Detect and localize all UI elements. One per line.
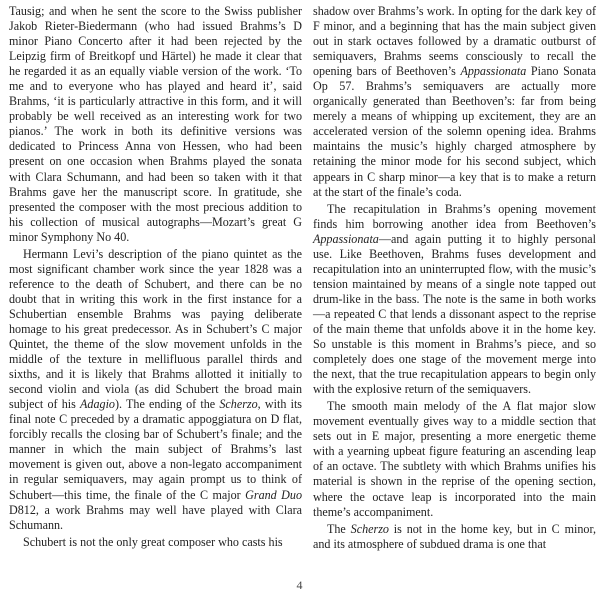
paragraph <box>9 4 302 245</box>
right-text-column <box>313 4 596 552</box>
text-run: The recapitulation in Brahms’s opening movement finds him borrowing another idea from Beethoven’s <box>313 201 596 231</box>
page-number: 4 <box>296 578 303 592</box>
paragraph <box>313 522 596 552</box>
italic-title: Adagio <box>80 397 115 412</box>
text-run: Schubert is not the only great composer who casts his <box>23 534 283 549</box>
text-run: is not in the home key, but in C minor, and its atmosphere of subdued drama is one that <box>313 521 597 551</box>
text-run: , with its final note C preceded by a dramatic appoggiatura on D flat, forcibly recalls the closing bar of Schubert’s finale; and the manner in which the main subject of Brahms’s last movement is given out, above a non-legato accompaniment in regular semiquavers, may again prompt us to think of Schubert—this time, the finale of the C major <box>9 397 303 502</box>
text-run: The <box>327 521 351 536</box>
paragraph <box>9 535 302 550</box>
text-run: Tausig; and when he sent the score to the Swiss publisher Jakob Rieter-Biedermann (who had issued Brahms’s D minor Piano Concerto after it had been rejected by the Leipzig firm of Breitkopf und Härtel) he made it clear that he regarded it as an equally viable version of the work. ‘To me and to everyone who has played and heard it’, said Brahms, ‘it is particularly attractive in this form, and it will probably be well received as an interesting work for two pianos.’ The work in both its definitive versions was dedicated to Princess Anna von Hessen, who had been present on one occasion when Brahms played the sonata with Clara Schumann, and had been so taken with it that Brahms gave her the manuscript score. In gratitude, she presented the composer with the most precious addition to his collection of musical autographs—Mozart’s great G minor Symphony No 40. <box>9 4 302 244</box>
italic-title: Scherzo <box>219 397 258 412</box>
italic-title: Scherzo <box>350 521 389 536</box>
paragraph <box>313 399 596 519</box>
italic-title: Appassionata <box>460 64 527 79</box>
text-run: The smooth main melody of the A flat major slow movement eventually gives way to a middle section that sets out in E major, presenting a more energetic theme with a yearning upbeat figure featuring an ascending leap of an octave. The subtlety with which Brahms unifies his material is shown in the reprise of the opening section, where the octave leap is incorporated into the main theme’s accompaniment. <box>313 399 596 519</box>
text-run: —and again putting it to highly personal use. Like Beethoven, Brahms fuses development and recapitulation into an uninterrupted flow, with the music’s tension maintained by means of a single note tapped out drum-like in the bass. The note is the same in both works—a repeated C that lends a dissonant aspect to the reprise of the main theme that unfolds above it in the home key. So unstable is this moment in Brahms’s piece, and so completely does one stage of the movement merge into the next, that the true recapitulation appears to begin only with the explosive return of the semiquavers. <box>313 231 596 397</box>
paragraph <box>313 4 596 200</box>
paragraph <box>313 202 596 398</box>
italic-title: Grand Duo <box>245 487 302 502</box>
text-run: Hermann Levi’s description of the piano quintet as the most significant chamber work since the year 1828 was a reference to the death of Schubert, and there can be no doubt that in writing this work in the first instance for a Schubertian ensemble Brahms was paying deliberate homage to his great predecessor. As in Schubert’s C major Quintet, the theme of the slow movement unfolds in the middle of the texture in mellifluous parallel thirds and sixths, and it is likely that Brahms allotted it initially to second violin and viola (as did Schubert the broad main subject of his <box>9 246 302 412</box>
text-run: Piano Sonata Op 57. Brahms’s semiquavers are actually more organically generated than Beethoven’s: far from being merely a means of whipping up excitement, they are an accelerated version of the solemn opening idea. Brahms maintains the music’s highly charged atmosphere by retaining the minor mode for his second subject, which appears in C sharp minor—a key that is to make a return at the start of the finale’s coda. <box>313 64 596 199</box>
left-text-column <box>9 4 302 550</box>
text-run: shadow over Brahms’s work. In opting for the dark key of F minor, and a beginning that has the main subject given out in stark octaves followed by a dramatic outburst of semiquavers, Brahms seems consciously to recall the opening bars of Beethoven’s <box>313 4 596 79</box>
text-run: ). The ending of the <box>114 397 220 412</box>
italic-title: Appassionata <box>313 231 379 246</box>
paragraph <box>9 247 302 533</box>
text-run: D812, a work Brahms may well have played with Clara Schumann. <box>9 502 302 532</box>
